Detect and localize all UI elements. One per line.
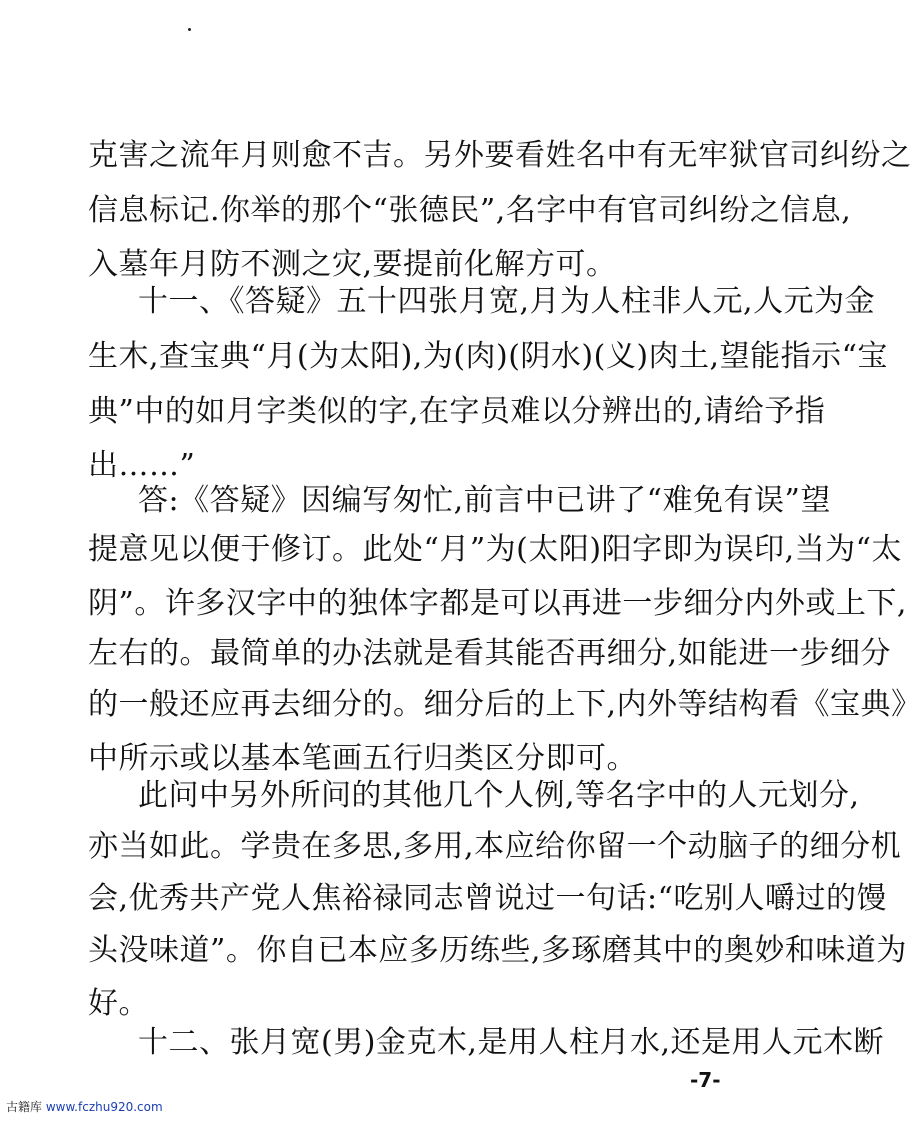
text-line: 十二、张月宽(男)金克木,是用人柱月水,还是用人元木断	[138, 1025, 884, 1060]
text-line: 亦当如此。学贵在多思,多用,本应给你留一个动脑子的细分机	[88, 829, 902, 864]
text-line: 中所示或以基本笔画五行归类区分即可。	[88, 741, 637, 776]
text-line: 信息标记.你举的那个“张德民”,名字中有官司纠纷之信息,	[88, 193, 852, 228]
text-line: 答:《答疑》因编写匆忙,前言中已讲了“难免有误”望	[138, 483, 831, 518]
text-line: 会,优秀共产党人焦裕禄同志曾说过一句话:“吃别人嚼过的馒	[88, 881, 887, 916]
text-line: 好。	[88, 986, 149, 1021]
text-line: 入墓年月防不测之灾,要提前化解方可。	[88, 247, 617, 282]
text-line: 典”中的如月字类似的字,在字员难以分辨出的,请给予指	[88, 394, 826, 429]
text-line: 提意见以便于修订。此处“月”为(太阳)阳字即为误印,当为“太	[88, 532, 902, 567]
text-line: 头没味道”。你自已本应多历练些,多琢磨其中的奥妙和味道为	[88, 933, 907, 968]
text-line: 的一般还应再去细分的。细分后的上下,内外等结构看《宝典》	[88, 687, 922, 722]
watermark	[6, 1098, 163, 1115]
page-number: -7-	[690, 1068, 721, 1092]
text-line: 十一、《答疑》五十四张月宽,月为人柱非人元,人元为金	[138, 284, 876, 319]
text-line: 左右的。最简单的办法就是看其能否再细分,如能进一步细分	[88, 636, 892, 671]
text-line: 阴”。许多汉字中的独体字都是可以再进一步细分内外或上下,	[88, 586, 907, 621]
watermark-label: 古籍库	[6, 1100, 43, 1114]
text-line: 出……”	[88, 448, 196, 483]
scan-speck	[188, 28, 191, 31]
text-line: 此问中另外所问的其他几个人例,等名字中的人元划分,	[138, 778, 860, 813]
watermark-url: www.fczhu920.com	[45, 1100, 163, 1114]
text-line: 克害之流年月则愈不吉。另外要看姓名中有无牢狱官司纠纷之	[88, 138, 912, 173]
text-line: 生木,查宝典“月(为太阳),为(肉)(阴水)(义)肉土,望能指示“宝	[88, 339, 888, 374]
